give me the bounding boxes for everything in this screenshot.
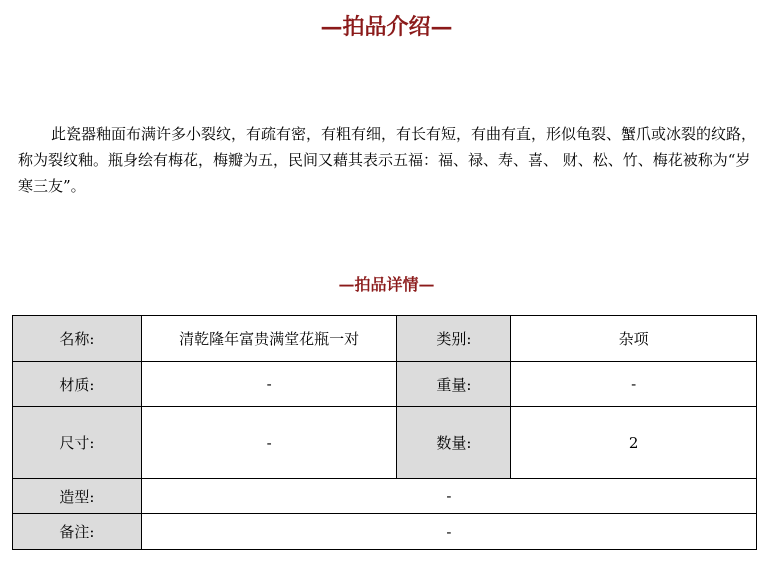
material-label: 材质:	[13, 362, 142, 407]
category-value: 杂项	[511, 316, 757, 362]
weight-value: -	[511, 362, 757, 407]
size-label: 尺寸:	[13, 407, 142, 479]
weight-label: 重量:	[397, 362, 511, 407]
size-value: -	[141, 407, 397, 479]
table-row	[13, 514, 757, 550]
table-row	[13, 362, 757, 407]
name-value: 清乾隆年富贵满堂花瓶一对	[141, 316, 397, 362]
remark-value: -	[141, 514, 756, 550]
page-title: —拍品介绍—	[320, 14, 453, 40]
quantity-label: 数量:	[397, 407, 511, 479]
details-title: —拍品详情—	[338, 275, 435, 294]
table-row	[13, 316, 757, 362]
category-label: 类别:	[397, 316, 511, 362]
table-row	[13, 407, 757, 479]
lot-description: 此瓷器釉面布满许多小裂纹，有疏有密，有粗有细，有长有短，有曲有直，形似龟裂、蟹爪或冰裂的纹路，称为裂纹釉。瓶身绘有梅花，梅瓣为五，民间又藉其表示五福：福、禄、寿、喜、 财、松、竹、梅花被称为“岁寒三友”。	[18, 125, 757, 195]
name-label: 名称:	[13, 316, 142, 362]
shape-label: 造型:	[13, 479, 142, 514]
remark-label: 备注:	[13, 514, 142, 550]
material-value: -	[141, 362, 397, 407]
quantity-value: 2	[511, 407, 757, 479]
shape-value: -	[141, 479, 756, 514]
details-table	[12, 315, 757, 550]
table-row	[13, 479, 757, 514]
